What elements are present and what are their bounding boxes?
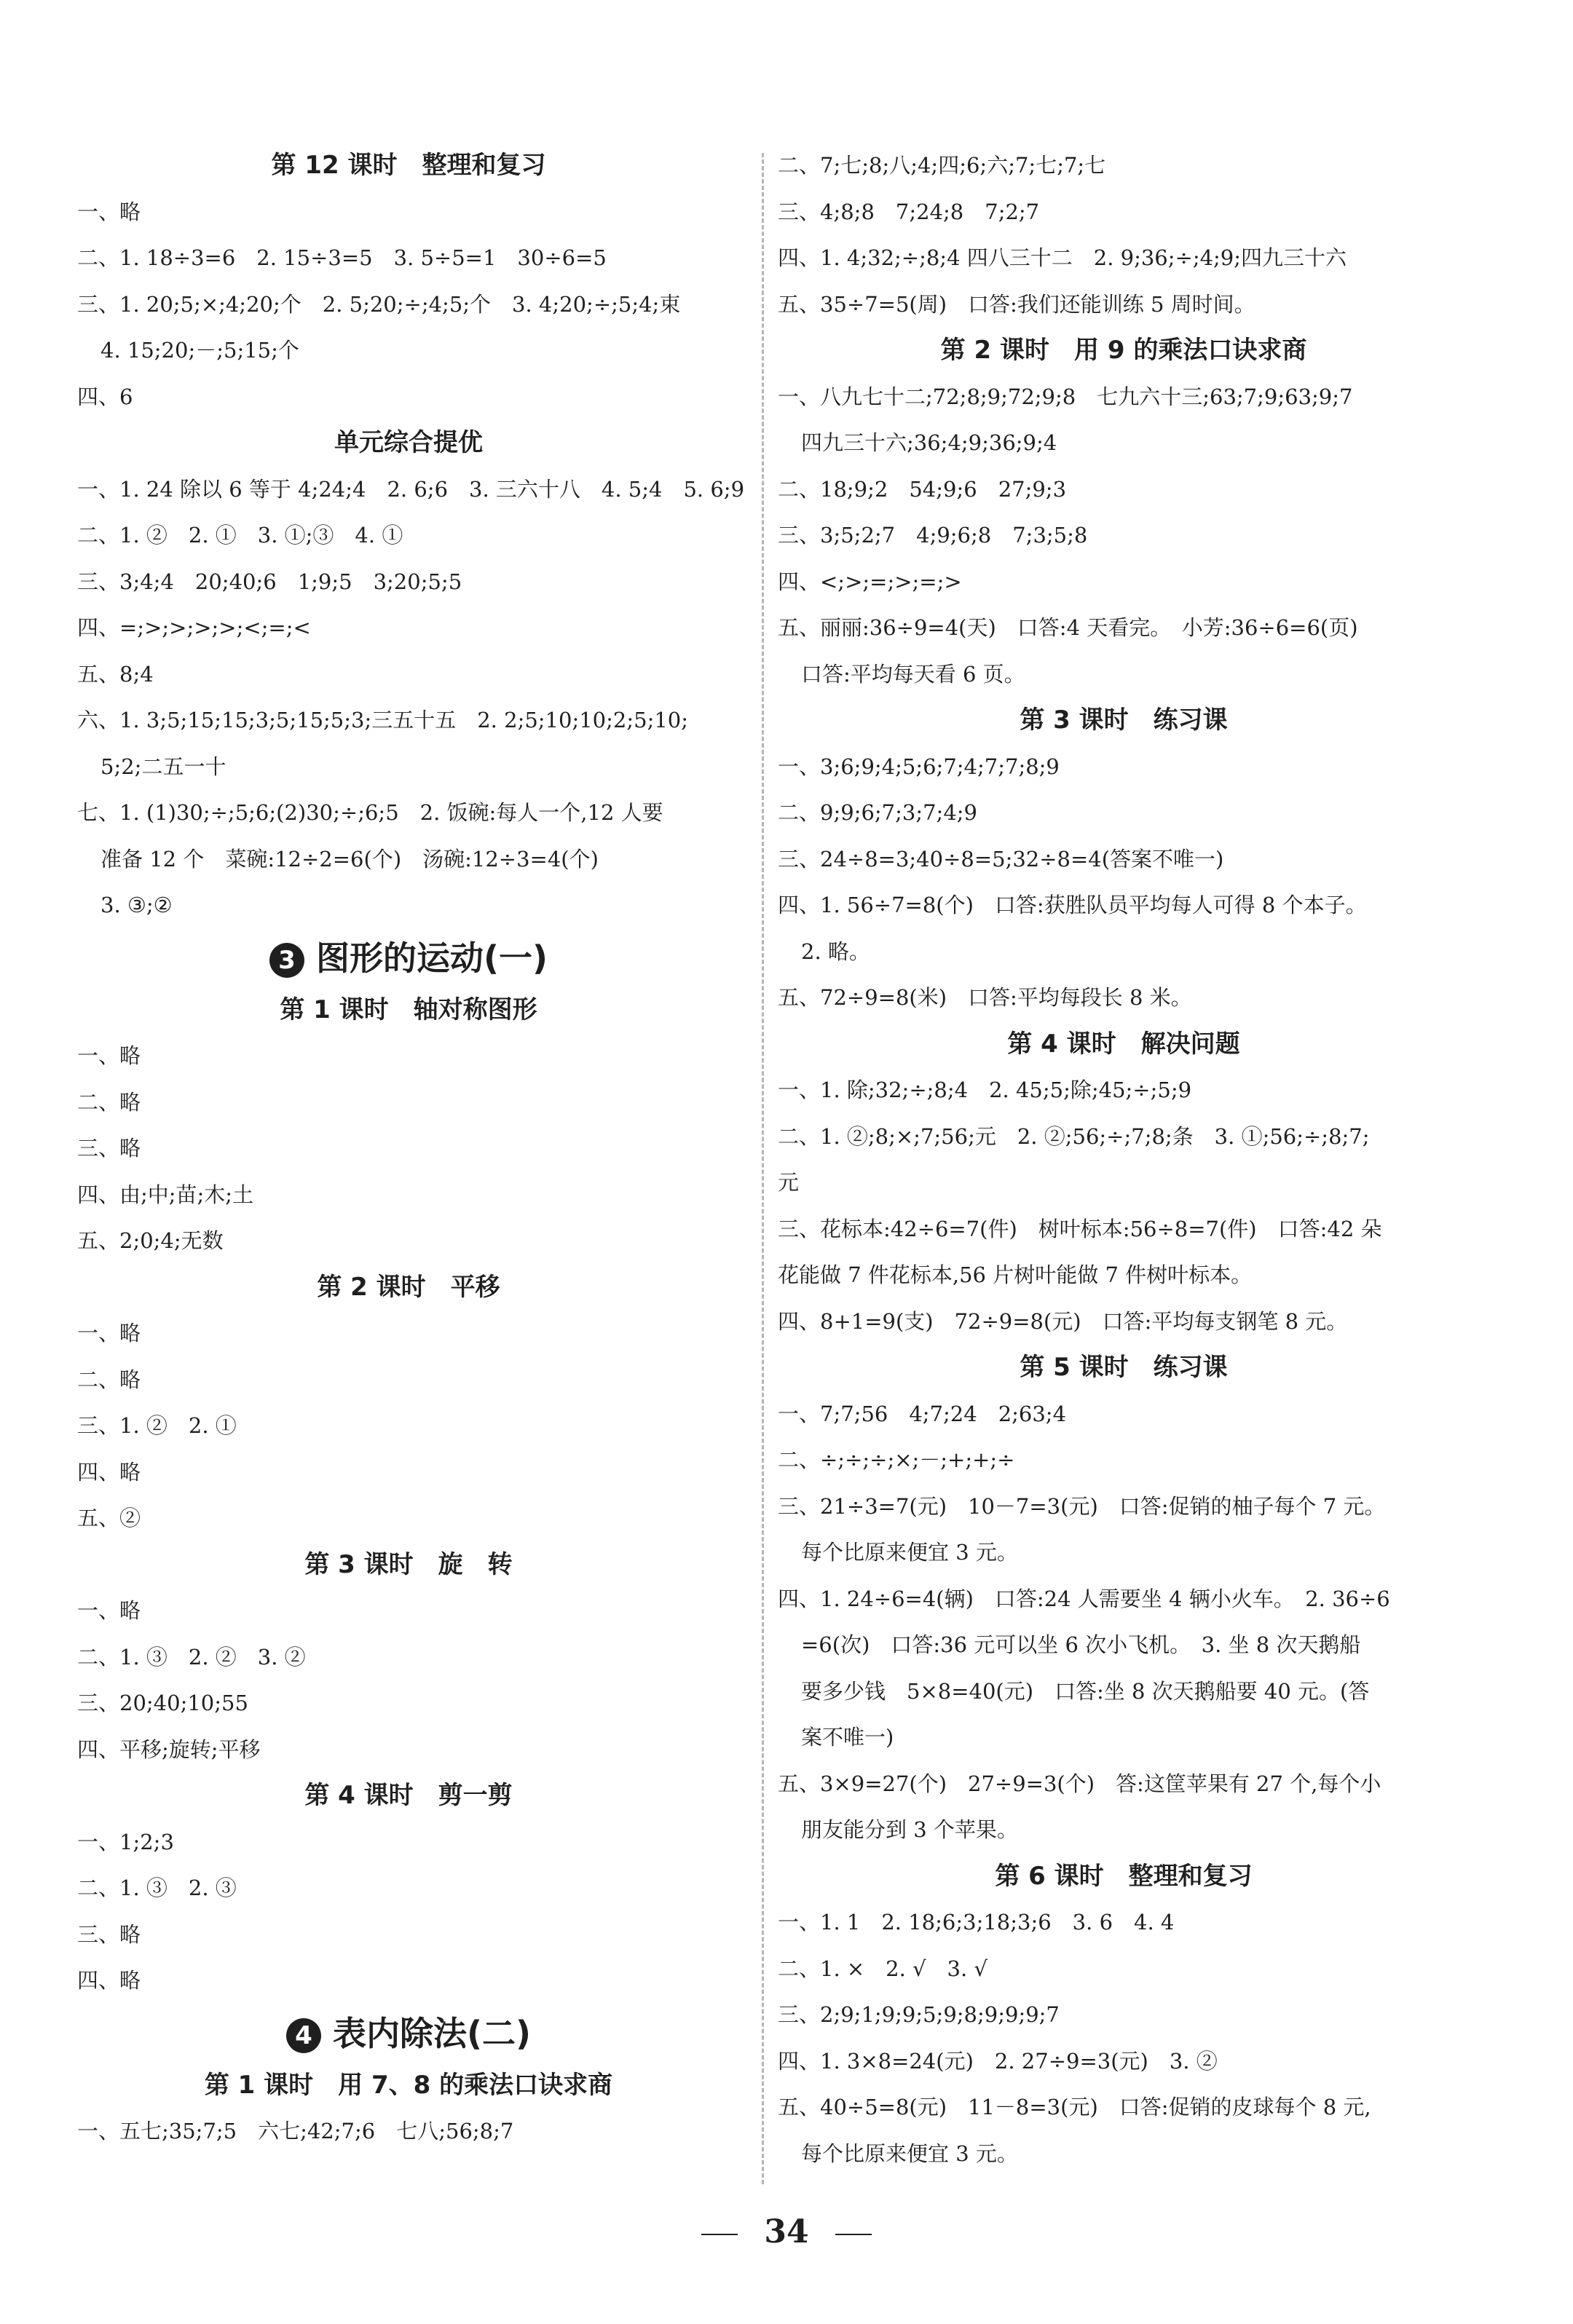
answer-line: 每个比原来便宜 3 元。 xyxy=(801,1540,1018,1565)
lesson-heading: 第 2 课时 用 9 的乘法口诀求商 xyxy=(940,336,1307,365)
answer-line: 五、8;4 xyxy=(77,661,154,687)
lesson-heading: 第 3 课时 练习课 xyxy=(1020,706,1228,735)
answer-line: 三、24÷8=3;40÷8=5;32÷8=4(答案不唯一) xyxy=(778,846,1224,872)
lesson-heading: 单元综合提优 xyxy=(334,428,483,457)
answer-line: 四、1. 24÷6=4(辆) 口答:24 人需要坐 4 辆小火车。 2. 36÷6 xyxy=(778,1586,1390,1611)
chapter-title xyxy=(77,2004,740,2063)
answer-line: 二、÷;÷;÷;×;－;+;+;÷ xyxy=(778,1447,1015,1472)
lesson-heading: 第 1 课时 轴对称图形 xyxy=(280,995,537,1024)
answer-line: 一、略 xyxy=(77,1043,141,1068)
answer-line: 花能做 7 件花标本,56 片树叶能做 7 件树叶标本。 xyxy=(778,1262,1253,1287)
answer-line: 四、由;中;苗;木;土 xyxy=(77,1182,254,1207)
answer-line: 五、40÷5=8(元) 11－8=3(元) 口答:促销的皮球每个 8 元, xyxy=(778,2095,1371,2119)
lesson-heading: 第 4 课时 解决问题 xyxy=(1007,1029,1240,1059)
answer-line: 四、平移;旋转;平移 xyxy=(77,1736,261,1762)
answer-line: 二、1. ② 2. ① 3. ①;③ 4. ① xyxy=(77,523,403,548)
answer-line: 三、20;40;10;55 xyxy=(77,1691,248,1715)
lesson-heading: 第 6 课时 整理和复习 xyxy=(995,1861,1253,1891)
page-footer xyxy=(0,2213,1573,2250)
answer-line: 四、1. 4;32;÷;8;4 四八三十二 2. 9;36;÷;4;9;四九三十六 xyxy=(778,245,1347,270)
answer-line: 二、9;9;6;7;3;7;4;9 xyxy=(778,800,977,825)
answer-line: 二、1. ②;8;×;7;56;元 2. ②;56;÷;7;8;条 3. ①;56;÷;8;7; xyxy=(778,1123,1370,1149)
answer-line: 三、略 xyxy=(77,1921,141,1947)
answer-line: 三、3;5;2;7 4;9;6;8 7;3;5;8 xyxy=(778,523,1088,548)
answer-line: 二、略 xyxy=(77,1367,141,1392)
answer-line: 三、21÷3=7(元) 10－7=3(元) 口答:促销的柚子每个 7 元。 xyxy=(778,1493,1386,1519)
answer-line: 五、3×9=27(个) 27÷9=3(个) 答:这筐苹果有 27 个,每个小 xyxy=(778,1771,1381,1796)
answer-line: 一、7;7;56 4;7;24 2;63;4 xyxy=(778,1401,1067,1426)
lesson-heading: 第 1 课时 用 7、8 的乘法口诀求商 xyxy=(204,2070,613,2100)
answer-line: 二、1. ③ 2. ③ xyxy=(77,1876,237,1900)
answer-line: 一、1. 除;32;÷;8;4 2. 45;5;除;45;÷;5;9 xyxy=(778,1078,1192,1102)
answer-line: 四九三十六;36;4;9;36;9;4 xyxy=(801,430,1057,455)
right-column xyxy=(778,143,1470,2177)
answer-line: 四、6 xyxy=(77,384,133,409)
chapter-title-text: 表内除法(二) xyxy=(332,2013,532,2053)
answer-line: 一、略 xyxy=(77,1598,141,1623)
lesson-heading: 第 4 课时 剪一剪 xyxy=(304,1781,513,1810)
answer-line: 二、1. 18÷3=6 2. 15÷3=5 3. 5÷5=1 30÷6=5 xyxy=(77,245,607,270)
answer-line: 三、1. 20;5;×;4;20;个 2. 5;20;÷;4;5;个 3. 4;20;÷;5;4;束 xyxy=(77,291,681,317)
answer-line: 一、五七;35;7;5 六七;42;7;6 七八;56;8;7 xyxy=(77,2119,514,2143)
answer-line: 二、7;七;8;八;4;四;6;六;7;七;7;七 xyxy=(778,153,1106,178)
answer-line: 一、1;2;3 xyxy=(77,1829,174,1854)
answer-line: 四、8+1=9(支) 72÷9=8(元) 口答:平均每支钢笔 8 元。 xyxy=(778,1308,1348,1334)
answer-line: 二、18;9;2 54;9;6 27;9;3 xyxy=(778,476,1067,502)
answer-line: 准备 12 个 菜碗:12÷2=6(个) 汤碗:12÷3=4(个) xyxy=(100,846,599,872)
answer-line: 二、略 xyxy=(77,1089,141,1115)
answer-line: 六、1. 3;5;15;15;3;5;15;5;3;三五十五 2. 2;5;10;10;2;5;10; xyxy=(77,708,689,732)
answer-line: 三、略 xyxy=(77,1136,141,1161)
answer-line: 五、2;0;4;无数 xyxy=(77,1228,224,1253)
lesson-heading: 第 3 课时 旋 转 xyxy=(304,1549,513,1579)
answer-line: 5;2;二五一十 xyxy=(100,754,226,779)
answer-line: 四、=;>;>;>;>;<;=;< xyxy=(77,615,311,640)
chapter-title xyxy=(77,929,740,987)
lesson-heading: 第 12 课时 整理和复习 xyxy=(271,151,546,180)
answer-line: 四、略 xyxy=(77,1459,141,1485)
chapter-number-badge: 4 xyxy=(286,2018,321,2053)
left-column xyxy=(77,143,745,2155)
answer-line: 二、1. × 2. √ 3. √ xyxy=(778,1956,987,1981)
answer-line: 口答:平均每天看 6 页。 xyxy=(801,661,1025,687)
column-divider xyxy=(762,153,764,2184)
answer-line: 要多少钱 5×8=40(元) 口答:坐 8 次天鹅船要 40 元。(答 xyxy=(801,1678,1370,1704)
answer-line: 二、1. ③ 2. ② 3. ② xyxy=(77,1644,306,1669)
answer-line: 五、② xyxy=(77,1506,141,1530)
answer-line: 四、1. 56÷7=8(个) 口答:获胜队员平均每人可得 8 个本子。 xyxy=(778,893,1367,917)
footer-dash-left xyxy=(701,2234,738,2235)
answer-line: 一、1. 24 除以 6 等于 4;24;4 2. 6;6 3. 三六十八 4. 5;4 5. 6;9 xyxy=(77,476,745,502)
answer-line: 元 xyxy=(778,1170,800,1195)
answer-line: 2. 略。 xyxy=(801,938,870,964)
answer-line: 三、4;8;8 7;24;8 7;2;7 xyxy=(778,199,1040,224)
answer-line: 三、3;4;4 20;40;6 1;9;5 3;20;5;5 xyxy=(77,569,462,594)
answer-line: =6(次) 口答:36 元可以坐 6 次小飞机。 3. 坐 8 次天鹅船 xyxy=(801,1632,1361,1657)
page-number: 34 xyxy=(764,2213,809,2250)
answer-line: 三、2;9;1;9;9;5;9;8;9;9;9;7 xyxy=(778,2002,1060,2027)
lesson-heading: 第 5 课时 练习课 xyxy=(1020,1353,1228,1382)
footer-dash-right xyxy=(835,2234,872,2235)
chapter-number-badge: 3 xyxy=(269,943,304,978)
answer-line: 七、1. (1)30;÷;5;6;(2)30;÷;6;5 2. 饭碗:每人一个,12 人要 xyxy=(77,800,663,825)
chapter-title-text: 图形的运动(一) xyxy=(315,938,548,978)
answer-line: 一、略 xyxy=(77,199,141,224)
answer-line: 三、1. ② 2. ① xyxy=(77,1413,237,1438)
answer-line: 一、1. 1 2. 18;6;3;18;3;6 3. 6 4. 4 xyxy=(778,1910,1175,1934)
answer-line: 五、35÷7=5(周) 口答:我们还能训练 5 周时间。 xyxy=(778,291,1255,317)
answer-line: 案不唯一) xyxy=(801,1725,894,1750)
answer-line: 每个比原来便宜 3 元。 xyxy=(801,2141,1018,2166)
answer-line: 一、略 xyxy=(77,1321,141,1345)
answer-line: 四、<;>;=;>;=;> xyxy=(778,569,962,594)
answer-line: 四、略 xyxy=(77,1968,141,1993)
answer-line: 五、72÷9=8(米) 口答:平均每段长 8 米。 xyxy=(778,985,1192,1010)
answer-line: 四、1. 3×8=24(元) 2. 27÷9=3(元) 3. ② xyxy=(778,2048,1218,2074)
answer-line: 4. 15;20;－;5;15;个 xyxy=(100,338,299,363)
answer-line: 3. ③;② xyxy=(100,893,173,917)
answer-line: 朋友能分到 3 个苹果。 xyxy=(801,1817,1018,1842)
answer-line: 五、丽丽:36÷9=4(天) 口答:4 天看完。 小芳:36÷6=6(页) xyxy=(778,615,1358,640)
answer-line: 一、八九七十二;72;8;9;72;9;8 七九六十三;63;7;9;63;9;7 xyxy=(778,384,1353,409)
answer-line: 三、花标本:42÷6=7(件) 树叶标本:56÷8=7(件) 口答:42 朵 xyxy=(778,1216,1382,1241)
lesson-heading: 第 2 课时 平移 xyxy=(317,1272,500,1302)
answer-line: 一、3;6;9;4;5;6;7;4;7;7;8;9 xyxy=(778,754,1060,779)
